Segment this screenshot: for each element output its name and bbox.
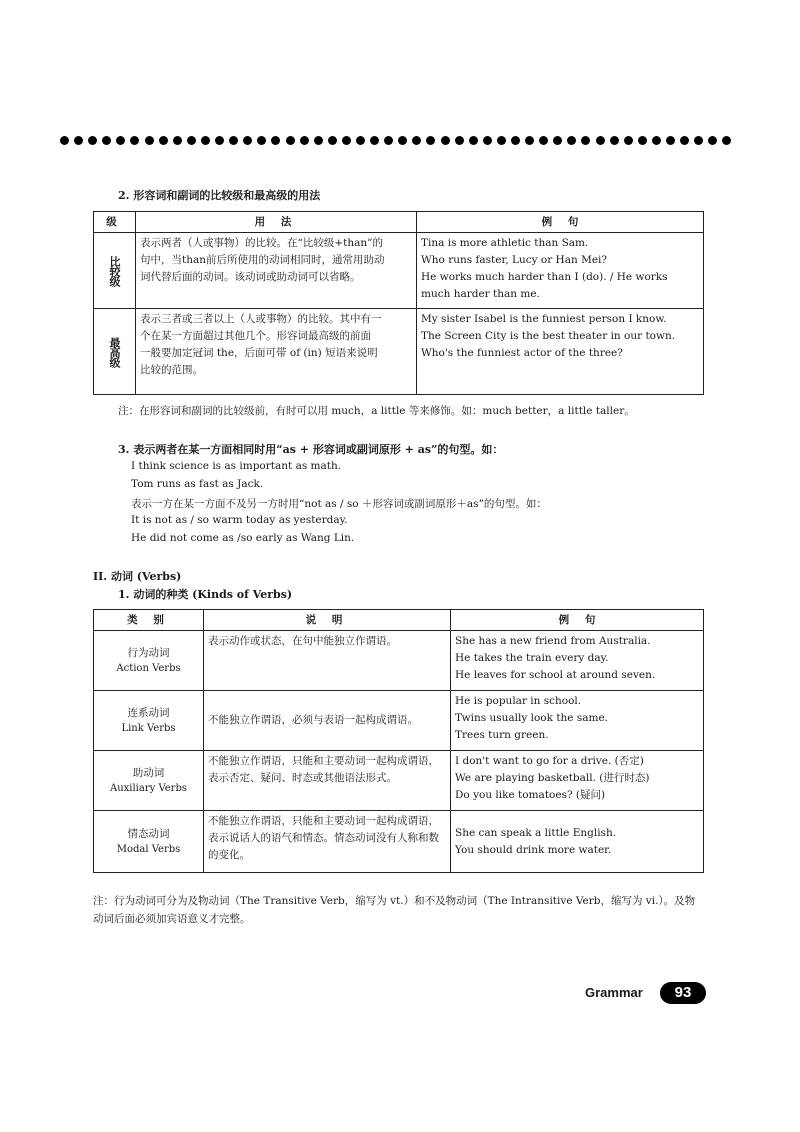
example-sentence: Who runs faster, Lucy or Han Mei? <box>421 254 608 266</box>
decorative-dot <box>286 136 295 145</box>
kind-english: Action Verbs <box>116 662 181 674</box>
section-2-title: 2. 形容词和副词的比较级和最高级的用法 <box>118 189 321 202</box>
decorative-dot <box>398 136 407 145</box>
decorative-dot <box>680 136 689 145</box>
decorative-dot <box>229 136 238 145</box>
example-sentence: It is not as / so warm today as yesterday. <box>131 514 348 526</box>
decorative-dot <box>483 136 492 145</box>
decorative-dot <box>328 136 337 145</box>
decorative-dot <box>257 136 266 145</box>
decorative-dot <box>102 136 111 145</box>
decorative-dot <box>652 136 661 145</box>
usage-cell <box>136 233 417 309</box>
kind-chinese: 助动词 <box>132 766 165 779</box>
example-sentence: Twins usually look the same. <box>455 712 609 724</box>
decorative-dot <box>187 136 196 145</box>
example-sentence: I think science is as important as math. <box>131 460 342 472</box>
usage-cell <box>136 309 417 395</box>
description-cell <box>204 691 451 751</box>
examples-cell <box>451 631 704 691</box>
decorative-dot <box>441 136 450 145</box>
decorative-dot <box>370 136 379 145</box>
usage-line: 比较的范围。 <box>140 364 203 376</box>
kind-chinese: 情态动词 <box>127 827 170 840</box>
description-cell <box>204 751 451 811</box>
decorative-dot <box>243 136 252 145</box>
kind-english: Modal Verbs <box>116 843 181 855</box>
kind-chinese: 连系动词 <box>127 706 170 719</box>
table-row <box>94 309 704 395</box>
description-text: 不能独立作谓语，只能和主要动词一起构成谓语，表示否定、疑问、时态或其他语法形式。 <box>208 755 439 784</box>
example-sentence: She has a new friend from Australia. <box>455 635 651 647</box>
level-label: 最高级 <box>108 336 121 367</box>
description-text: 不能独立作谓语，必须与表语一起构成谓语。 <box>208 714 418 726</box>
decorative-dot <box>469 136 478 145</box>
kind-chinese: 行为动词 <box>127 646 170 659</box>
table-header-row <box>94 610 704 631</box>
example-sentence: We are playing basketball. (进行时态) <box>455 772 650 784</box>
comparison-table <box>93 211 704 395</box>
description-text: 不能独立作谓语，只能和主要动词一起构成谓语，表示说话人的语气和情态。情态动词没有人称和数的变化。 <box>208 815 439 861</box>
kind-english: Auxiliary Verbs <box>109 782 187 794</box>
usage-line: 表示三者或三者以上（人或事物）的比较。其中有一 <box>140 313 382 325</box>
decorative-dot <box>596 136 605 145</box>
decorative-dot <box>624 136 633 145</box>
table-row <box>94 811 704 873</box>
decorative-dot <box>553 136 562 145</box>
verbs-heading: II. 动词 (Verbs) <box>93 570 182 583</box>
example-sentence: I don't want to go for a drive. (否定) <box>455 755 644 767</box>
decorative-dot <box>300 136 309 145</box>
example-sentence: Tom runs as fast as Jack. <box>131 478 264 490</box>
examples-cell <box>451 751 704 811</box>
table-row <box>94 233 704 309</box>
description-text: 表示动作或状态，在句中能独立作谓语。 <box>208 635 397 647</box>
decorative-dot <box>342 136 351 145</box>
example-sentence: She can speak a little English. <box>455 826 617 839</box>
decorative-dot <box>384 136 393 145</box>
example-sentence: He leaves for school at around seven. <box>455 669 656 681</box>
decorative-dot <box>539 136 548 145</box>
table-row <box>94 691 704 751</box>
page-number-badge: 93 <box>660 982 706 1004</box>
decorative-dot <box>159 136 168 145</box>
description-cell <box>204 631 451 691</box>
header-usage: 用 法 <box>136 212 417 233</box>
header-examples: 例 句 <box>451 610 704 631</box>
usage-line: 一般要加定冠词 the，后面可带 of (in) 短语来说明 <box>140 347 378 359</box>
decorative-dot <box>610 136 619 145</box>
examples-cell <box>451 811 704 873</box>
decorative-dot <box>525 136 534 145</box>
header-description: 说 明 <box>204 610 451 631</box>
usage-line: 表示两者（人或事物）的比较。在“比较级+than”的 <box>140 237 384 249</box>
level-cell <box>94 233 136 309</box>
decorative-dot <box>271 136 280 145</box>
table-header-row <box>94 212 704 233</box>
decorative-dot <box>356 136 365 145</box>
header-level: 级 <box>94 212 136 233</box>
decorative-dot <box>201 136 210 145</box>
decorative-dot <box>426 136 435 145</box>
decorative-dot <box>74 136 83 145</box>
decorative-dot <box>173 136 182 145</box>
decorative-dot <box>567 136 576 145</box>
level-label: 比较级 <box>108 255 121 286</box>
decorative-dot <box>722 136 731 145</box>
section-3-text: 表示一方在某一方面不及另一方时用“not as / so ＋形容词或副词原形＋as”的句型。如： <box>131 498 547 510</box>
examples-cell <box>417 309 704 395</box>
kind-cell <box>94 811 204 873</box>
verbs-table <box>93 609 704 873</box>
decorative-dot <box>412 136 421 145</box>
decorative-dot <box>215 136 224 145</box>
decorative-dot <box>130 136 139 145</box>
usage-line: 句中，当than前后所使用的动词相同时，通常用助动 <box>140 254 385 266</box>
decorative-dot <box>666 136 675 145</box>
example-sentence: He takes the train every day. <box>455 652 609 664</box>
decorative-dot <box>708 136 717 145</box>
decorative-dot <box>145 136 154 145</box>
example-sentence: You should drink more water. <box>455 843 612 856</box>
kind-cell <box>94 691 204 751</box>
kind-english: Link Verbs <box>121 722 176 734</box>
table-row <box>94 751 704 811</box>
example-sentence: The Screen City is the best theater in our town. <box>421 330 676 342</box>
verbs-note: 注：行为动词可分为及物动词（The Transitive Verb，缩写为 vt.）和不及物动词（The Intransitive Verb，缩写为 vi.）。及物动词后面必须加宾语意义才完整。 <box>93 895 696 925</box>
decorative-dot-rule <box>60 133 732 147</box>
examples-cell <box>417 233 704 309</box>
example-sentence: He works much harder than I (do). / He works much harder than me. <box>421 271 668 300</box>
kind-cell <box>94 631 204 691</box>
usage-line: 个在某一方面超过其他几个。形容词最高级的前面 <box>140 330 371 342</box>
verbs-subheading: 1. 动词的种类 (Kinds of Verbs) <box>118 588 293 601</box>
example-sentence: Do you like tomatoes? (疑问) <box>455 789 606 801</box>
footer-grammar-label: Grammar <box>585 985 643 1000</box>
header-kind: 类 别 <box>94 610 204 631</box>
header-examples: 例 句 <box>417 212 704 233</box>
example-sentence: Tina is more athletic than Sam. <box>421 237 589 249</box>
decorative-dot <box>314 136 323 145</box>
kind-cell <box>94 751 204 811</box>
section-3-title: 3. 表示两者在某一方面相同时用“as + 形容词或副词原形 + as”的句型。如： <box>118 443 504 456</box>
example-sentence: He is popular in school. <box>455 695 582 707</box>
decorative-dot <box>116 136 125 145</box>
decorative-dot <box>638 136 647 145</box>
example-sentence: Who's the funniest actor of the three? <box>421 347 623 359</box>
table-row <box>94 631 704 691</box>
example-sentence: My sister Isabel is the funniest person I know. <box>421 313 667 325</box>
description-cell <box>204 811 451 873</box>
decorative-dot <box>455 136 464 145</box>
usage-line: 词代替后面的动词。该动词或助动词可以省略。 <box>140 271 361 283</box>
decorative-dot <box>511 136 520 145</box>
level-cell <box>94 309 136 395</box>
decorative-dot <box>694 136 703 145</box>
example-sentence: He did not come as /so early as Wang Lin. <box>131 532 355 544</box>
decorative-dot <box>88 136 97 145</box>
decorative-dot <box>60 136 69 145</box>
decorative-dot <box>497 136 506 145</box>
example-sentence: Trees turn green. <box>455 729 549 741</box>
decorative-dot <box>581 136 590 145</box>
examples-cell <box>451 691 704 751</box>
comparison-note: 注：在形容词和副词的比较级前，有时可以用 much，a little 等来修饰。如：much better，a little taller。 <box>118 405 635 417</box>
